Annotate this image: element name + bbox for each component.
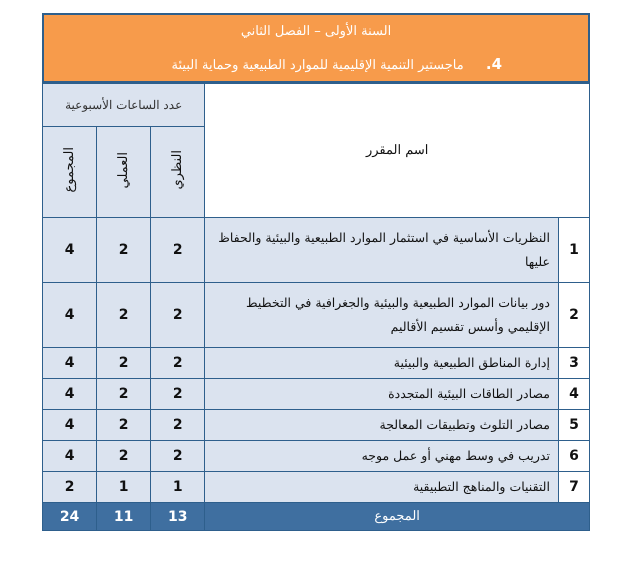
course-name-header: اسم المقرر [205, 84, 590, 218]
semester-header [42, 13, 590, 83]
course-name: تدريب في وسط مهني أو عمل موجه [205, 441, 559, 472]
total-hours: 4 [43, 379, 97, 410]
curriculum-sheet [42, 13, 590, 549]
course-name: النظريات الأساسية في استثمار الموارد الطبيعية والبيئية والحفاظ عليها [205, 218, 559, 283]
weekly-hours-header: عدد الساعات الأسبوعية [43, 84, 205, 127]
table-row [43, 218, 590, 283]
course-name: إدارة المناطق الطبيعية والبيئية [205, 348, 559, 379]
table-row [43, 348, 590, 379]
total-hours: 4 [43, 410, 97, 441]
practical-hours: 2 [97, 379, 151, 410]
row-index: 3 [558, 348, 589, 379]
table-row [43, 410, 590, 441]
practical-hours: 2 [97, 441, 151, 472]
row-index: 7 [558, 472, 589, 503]
total-hours: 4 [43, 441, 97, 472]
table-row [43, 472, 590, 503]
row-index: 6 [558, 441, 589, 472]
practical-total: 11 [97, 503, 151, 531]
row-index: 1 [558, 218, 589, 283]
theory-hours: 2 [151, 218, 205, 283]
practical-hours: 2 [97, 410, 151, 441]
theory-hours: 2 [151, 441, 205, 472]
semester-title: السنة الأولى – الفصل الثاني [240, 24, 392, 39]
total-hours: 4 [43, 218, 97, 283]
program-number: 4. [485, 55, 502, 73]
theory-hours: 2 [151, 348, 205, 379]
table-row [43, 283, 590, 348]
table-row [43, 441, 590, 472]
theory-hours: 2 [151, 379, 205, 410]
theory-header: النظري [151, 127, 205, 218]
theory-hours: 1 [151, 472, 205, 503]
row-index: 5 [558, 410, 589, 441]
program-title-line [172, 55, 502, 73]
practical-hours: 2 [97, 283, 151, 348]
row-index: 4 [558, 379, 589, 410]
practical-hours: 2 [97, 348, 151, 379]
total-hours: 2 [43, 472, 97, 503]
theory-hours: 2 [151, 410, 205, 441]
practical-hours: 1 [97, 472, 151, 503]
course-name: دور بيانات الموارد الطبيعية والبيئية والجغرافية في التخطيط الإقليمي وأسس تقسيم الأقاليم [205, 283, 559, 348]
total-hours: 4 [43, 283, 97, 348]
table-row [43, 379, 590, 410]
totals-label: المجموع [205, 503, 590, 531]
program-title: ماجستير التنمية الإقليمية للموارد الطبيعية وحماية البيئة [171, 58, 464, 73]
theory-total: 13 [151, 503, 205, 531]
course-name: مصادر التلوث وتطبيقات المعالجة [205, 410, 559, 441]
grand-total: 24 [43, 503, 97, 531]
totals-row [43, 503, 590, 531]
course-table [42, 83, 590, 531]
total-hours: 4 [43, 348, 97, 379]
course-name: مصادر الطاقات البيئية المتجددة [205, 379, 559, 410]
practical-hours: 2 [97, 218, 151, 283]
practical-header: العملي [97, 127, 151, 218]
row-index: 2 [558, 283, 589, 348]
course-name: التقنيات والمناهج التطبيقية [205, 472, 559, 503]
total-header: المجموع [43, 127, 97, 218]
theory-hours: 2 [151, 283, 205, 348]
